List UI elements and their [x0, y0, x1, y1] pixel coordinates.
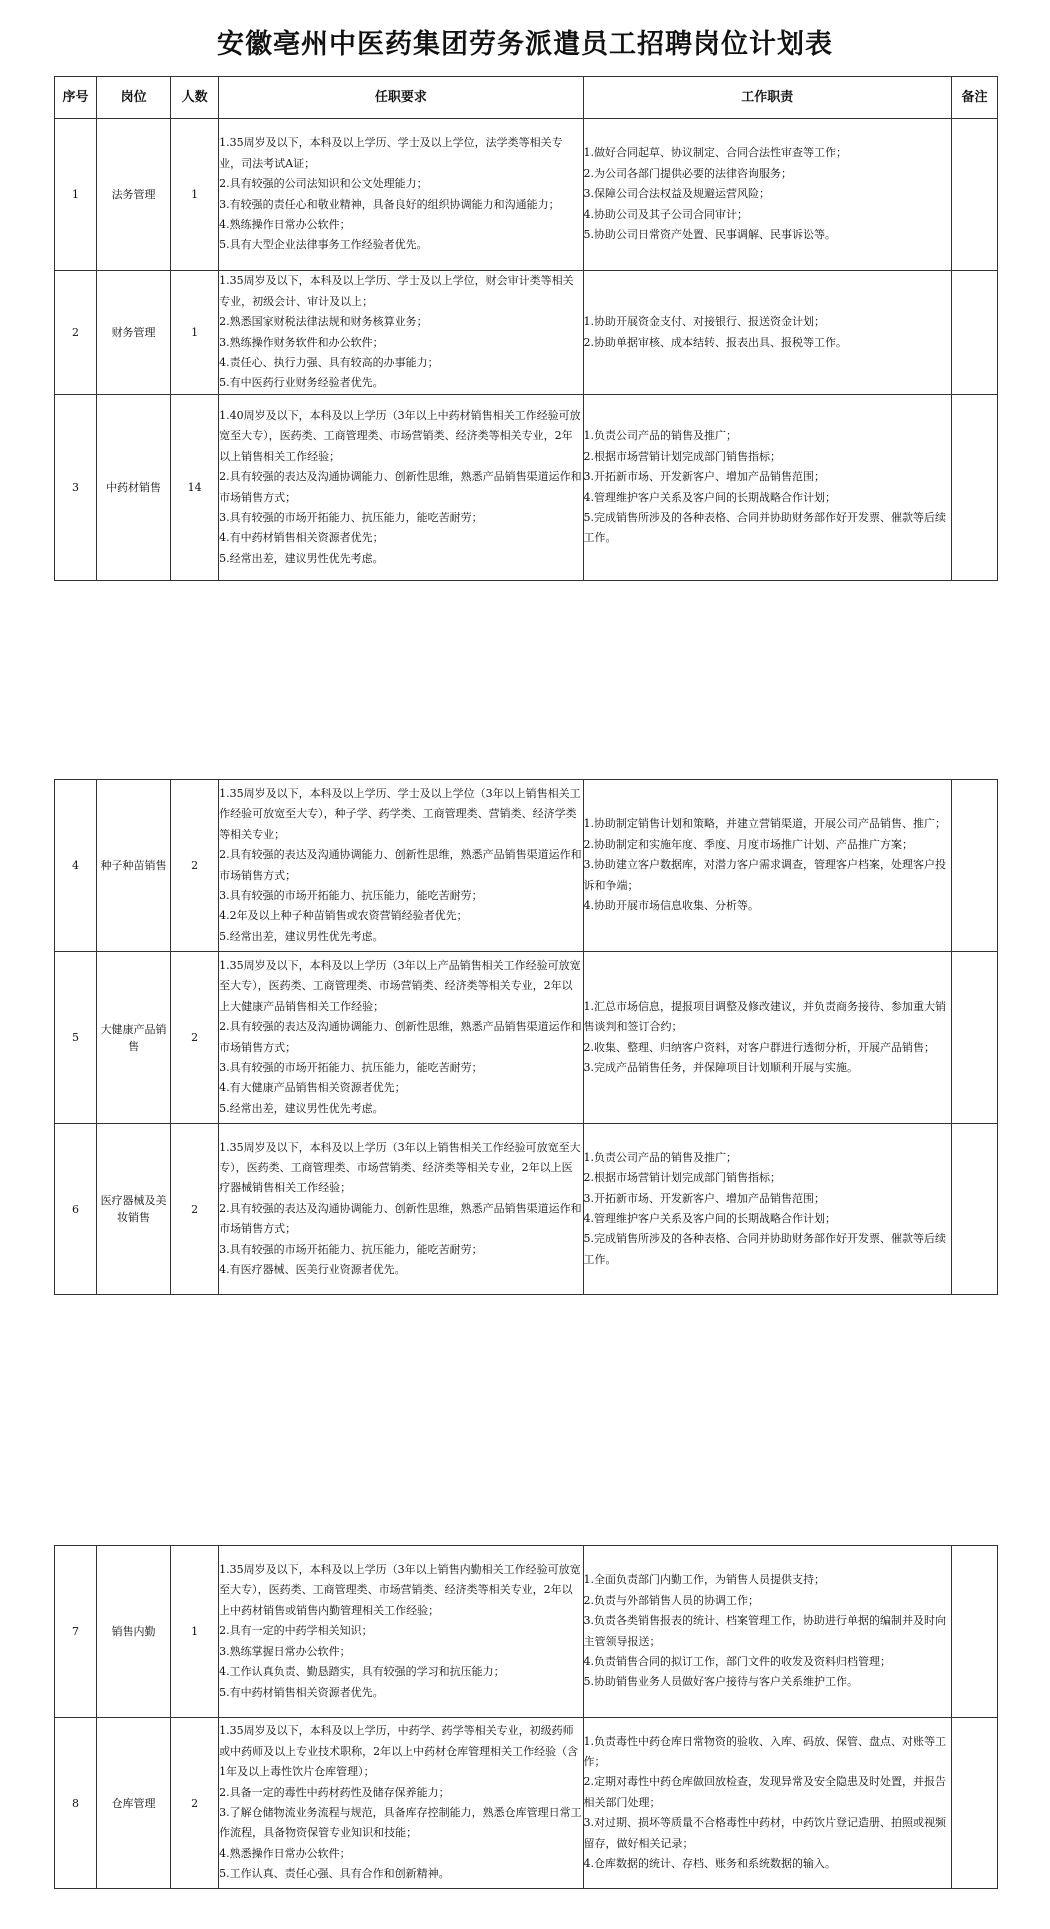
requirement-item: 1.35周岁及以下，本科及以上学历（3年以上销售相关工作经验可放宽至大专），医药类、工商管理类、市场营销类、经济类等相关专业，2年以上医疗器械销售相关工作经验； [219, 1140, 581, 1195]
duty-item: 4.管理维护客户关系及客户间的长期战略合作计划； [583, 1212, 837, 1225]
duty-item: 5.完成销售所涉及的各种表格、合同并协助财务部作好开发票、催款等后续工作。 [583, 1232, 947, 1266]
table-row [55, 1718, 998, 1889]
headcount: 2 [171, 952, 219, 1124]
row-number: 6 [55, 1124, 97, 1295]
duty-item: 3.对过期、损坏等质量不合格毒性中药材，中药饮片登记造册、拍照或视频留存，做好相关记录； [583, 1816, 947, 1850]
requirements-cell [219, 395, 583, 581]
duty-item: 1.负责公司产品的销售及推广； [583, 429, 738, 443]
duty-item: 2.收集、整理、归纳客户资料，对客户群进行透彻分析，开展产品销售； [583, 1040, 936, 1054]
requirement-item: 2.具有较强的表达及沟通协调能力、创新性思维，熟悉产品销售渠道运作和市场销售方式； [219, 848, 582, 882]
header-duties: 工作职责 [583, 77, 951, 119]
duty-item: 4.协助开展市场信息收集、分析等。 [583, 899, 760, 913]
requirement-item: 2.具有较强的表达及沟通协调能力、创新性思维，熟悉产品销售渠道运作和市场销售方式； [219, 470, 582, 504]
requirement-item: 5.有中医药行业财务经验者优先。 [219, 376, 384, 390]
recruitment-table-part-3 [54, 1545, 998, 1889]
duty-item: 1.负责公司产品的销售及推广； [583, 1150, 738, 1164]
requirement-item: 1.35周岁及以下，本科及以上学历（3年以上销售内勤相关工作经验可放宽至大专），医药类、工商管理类、市场营销类、经济类等相关专业，2年以上中药材销售或销售内勤管理相关工作经验； [219, 1563, 581, 1617]
page-title: 安徽亳州中医药集团劳务派遣员工招聘岗位计划表 [217, 29, 833, 60]
header-position: 岗位 [97, 77, 171, 119]
requirement-item: 4.有中药材销售相关资源者优先； [219, 531, 384, 545]
position-name: 仓库管理 [97, 1718, 171, 1889]
row-number: 3 [55, 395, 97, 581]
requirement-item: 4.熟悉操作日常办公软件； [219, 1846, 351, 1860]
requirement-item: 4.熟练操作日常办公软件； [219, 217, 351, 231]
row-number: 8 [55, 1718, 97, 1889]
requirement-item: 1.40周岁及以下，本科及以上学历（3年以上中药材销售相关工作经验可放宽至大专），医药类、工商管理类、市场营销类、经济类等相关专业，2年以上销售相关工作经验； [219, 408, 581, 463]
requirement-item: 1.35周岁及以下，本科及以上学历、学士及以上学位（3年以上销售相关工作经验可放宽至大专），种子学、药学类、工商管理类、营销类、经济学类等相关专业； [219, 786, 581, 841]
duty-item: 1.负责毒性中药仓库日常物资的验收、入库、码放、保管、盘点、对账等工作； [583, 1734, 947, 1768]
duty-item: 2.协助单据审核、成本结转、报表出具、报税等工作。 [583, 335, 848, 349]
position-name: 医疗器械及美妆销售 [97, 1124, 171, 1295]
headcount: 2 [171, 780, 219, 952]
row-number: 2 [55, 271, 97, 395]
row-number: 4 [55, 780, 97, 952]
duty-item: 4.仓库数据的统计、存档、账务和系统数据的输入。 [583, 1857, 837, 1871]
requirement-item: 3.具有较强的市场开拓能力、抗压能力，能吃苦耐劳； [219, 1242, 483, 1256]
requirement-item: 1.35周岁及以下，本科及以上学历、学士及以上学位，法学类等相关专业，司法考试A证； [219, 136, 563, 170]
duties-cell [583, 1718, 951, 1889]
requirement-item: 3.具有较强的市场开拓能力、抗压能力，能吃苦耐劳； [219, 1060, 483, 1074]
requirements-cell [219, 952, 583, 1124]
duty-item: 4.负责销售合同的拟订工作，部门文件的收发及资料归档管理； [583, 1654, 892, 1668]
requirement-item: 4.责任心、执行力强、具有较高的办事能力； [219, 355, 439, 369]
position-name: 财务管理 [97, 271, 171, 395]
requirements-cell [219, 119, 583, 271]
note-cell [951, 1718, 997, 1889]
requirement-item: 5.具有大型企业法律事务工作经验者优先。 [219, 238, 428, 252]
duties-cell [583, 780, 951, 952]
requirement-item: 4.工作认真负责、勤恳踏实，具有较强的学习和抗压能力； [219, 1665, 505, 1679]
table-header-row [55, 77, 998, 119]
note-cell [951, 780, 997, 952]
duty-item: 3.保障公司合法权益及规避运营风险； [583, 187, 771, 201]
requirement-item: 5.有中药材销售相关资源者优先。 [219, 1685, 384, 1699]
duty-item: 2.负责与外部销售人员的协调工作； [583, 1593, 760, 1607]
duty-item: 2.根据市场营销计划完成部门销售指标； [583, 449, 782, 463]
requirement-item: 2.具有较强的表达及沟通协调能力、创新性思维，熟悉产品销售渠道运作和市场销售方式； [219, 1020, 582, 1054]
duty-item: 5.协助销售业务人员做好客户接待与客户关系维护工作。 [583, 1675, 859, 1689]
header-count: 人数 [171, 77, 219, 119]
duties-cell [583, 271, 951, 395]
position-name: 种子种苗销售 [97, 780, 171, 952]
table-row [55, 1124, 998, 1295]
requirements-cell [219, 1546, 583, 1718]
note-cell [951, 271, 997, 395]
requirements-cell [219, 1124, 583, 1295]
position-name: 大健康产品销售 [97, 952, 171, 1124]
requirement-item: 1.35周岁及以下，本科及以上学历（3年以上产品销售相关工作经验可放宽至大专），医药类、工商管理类、市场营销类、经济类等相关专业，2年以上大健康产品销售相关工作经验； [219, 958, 581, 1013]
duty-item: 1.全面负责部门内勤工作，为销售人员提供支持； [583, 1573, 826, 1587]
duty-item: 3.完成产品销售任务，并保障项目计划顺利开展与实施。 [583, 1060, 859, 1074]
requirement-item: 3.熟练掌握日常办公软件； [219, 1644, 351, 1658]
position-name: 中药材销售 [97, 395, 171, 581]
requirement-item: 5.经常出差，建议男性优先考虑。 [219, 929, 384, 943]
duty-item: 5.完成销售所涉及的各种表格、合同并协助财务部作好开发票、催款等后续工作。 [583, 510, 947, 545]
table-row [55, 119, 998, 271]
duty-item: 2.为公司各部门提供必要的法律咨询服务； [583, 166, 793, 180]
duty-item: 3.协助建立客户数据库，对潜力客户需求调查，管理客户档案，处理客户投诉和争端； [583, 858, 947, 892]
duties-cell [583, 119, 951, 271]
duty-item: 1.汇总市场信息，提报项目调整及修改建议，并负责商务接待、参加重大销售谈判和签订合约； [583, 999, 947, 1034]
note-cell [951, 1546, 997, 1718]
duty-item: 2.协助制定和实施年度、季度、月度市场推广计划、产品推广方案； [583, 837, 914, 851]
duty-item: 1.做好合同起草、协议制定、合同合法性审查等工作； [583, 146, 848, 160]
requirement-item: 3.熟练操作财务软件和办公软件； [219, 335, 384, 349]
table-row [55, 1546, 998, 1718]
requirement-item: 2.具有较强的公司法知识和公文处理能力； [219, 177, 428, 191]
requirement-item: 3.具有较强的市场开拓能力、抗压能力，能吃苦耐劳； [219, 888, 483, 902]
headcount: 1 [171, 119, 219, 271]
requirement-item: 3.有较强的责任心和敬业精神，具备良好的组织协调能力和沟通能力； [219, 197, 560, 211]
header-no: 序号 [55, 77, 97, 119]
duties-cell [583, 952, 951, 1124]
duty-item: 2.根据市场营销计划完成部门销售指标； [583, 1171, 782, 1185]
headcount: 1 [171, 271, 219, 395]
header-requirements: 任职要求 [219, 77, 583, 119]
requirements-cell [219, 1718, 583, 1889]
duty-item: 4.管理维护客户关系及客户间的长期战略合作计划； [583, 490, 837, 504]
duties-cell [583, 1124, 951, 1295]
requirement-item: 4.2年及以上种子种苗销售或农资营销经验者优先； [219, 909, 468, 923]
duty-item: 3.负责各类销售报表的统计、档案管理工作，协助进行单据的编制并及时向主管领导报送； [583, 1614, 947, 1648]
requirement-item: 5.经常出差，建议男性优先考虑。 [219, 1101, 384, 1115]
headcount: 2 [171, 1718, 219, 1889]
note-cell [951, 395, 997, 581]
table-row [55, 395, 998, 581]
note-cell [951, 952, 997, 1124]
requirements-cell [219, 271, 583, 395]
row-number: 7 [55, 1546, 97, 1718]
headcount: 2 [171, 1124, 219, 1295]
requirement-item: 2.具有一定的中药学相关知识； [219, 1624, 373, 1638]
requirement-item: 5.经常出差，建议男性优先考虑。 [219, 551, 384, 565]
recruitment-table-part-2 [54, 779, 998, 1295]
duty-item: 3.开拓新市场、开发新客户、增加产品销售范围； [583, 470, 826, 484]
duty-item: 1.协助制定销售计划和策略，并建立营销渠道，开展公司产品销售、推广； [583, 817, 947, 831]
requirement-item: 2.熟悉国家财税法律法规和财务核算业务； [219, 315, 428, 329]
requirement-item: 1.35周岁及以下，本科及以上学历，中药学、药学等相关专业，初级药师或中药师及以上专业技术职称，2年以上中药材仓库管理相关工作经验（含1年及以上毒性饮片仓库管理）； [219, 1724, 579, 1779]
requirements-cell [219, 780, 583, 952]
duty-item: 2.定期对毒性中药仓库做回放检查，发现异常及安全隐患及时处置，并报告相关部门处理； [583, 1775, 947, 1809]
duty-item: 1.协助开展资金支付、对接银行、报送资金计划； [583, 315, 826, 329]
requirement-item: 4.有医疗器械、医美行业资源者优先。 [219, 1263, 406, 1277]
header-notes: 备注 [951, 77, 997, 119]
headcount: 14 [171, 395, 219, 581]
note-cell [951, 1124, 997, 1295]
table-row [55, 271, 998, 395]
requirement-item: 1.35周岁及以下，本科及以上学历、学士及以上学位，财会审计类等相关专业，初级会计、审计及以上； [219, 274, 574, 308]
row-number: 5 [55, 952, 97, 1124]
requirement-item: 2.具备一定的毒性中药材药性及储存保养能力； [219, 1785, 450, 1799]
duties-cell [583, 1546, 951, 1718]
duty-item: 4.协助公司及其子公司合同审计； [583, 207, 749, 221]
duty-item: 3.开拓新市场、开发新客户、增加产品销售范围； [583, 1191, 826, 1205]
requirement-item: 3.具有较强的市场开拓能力、抗压能力，能吃苦耐劳； [219, 510, 483, 524]
note-cell [951, 119, 997, 271]
requirement-item: 5.工作认真、责任心强、具有合作和创新精神。 [219, 1867, 450, 1881]
requirement-item: 3.了解仓储物流业务流程与规范，具备库存控制能力，熟悉仓库管理日常工作流程，具备物资保管专业知识和技能； [219, 1806, 582, 1840]
headcount: 1 [171, 1546, 219, 1718]
duties-cell [583, 395, 951, 581]
table-row [55, 952, 998, 1124]
requirement-item: 2.具有较强的表达及沟通协调能力、创新性思维，熟悉产品销售渠道运作和市场销售方式； [219, 1201, 582, 1236]
recruitment-table-part-1 [54, 76, 998, 581]
row-number: 1 [55, 119, 97, 271]
duty-item: 5.协助公司日常资产处置、民事调解、民事诉讼等。 [583, 228, 837, 242]
position-name: 法务管理 [97, 119, 171, 271]
table-row [55, 780, 998, 952]
requirement-item: 4.有大健康产品销售相关资源者优先； [219, 1081, 406, 1095]
position-name: 销售内勤 [97, 1546, 171, 1718]
